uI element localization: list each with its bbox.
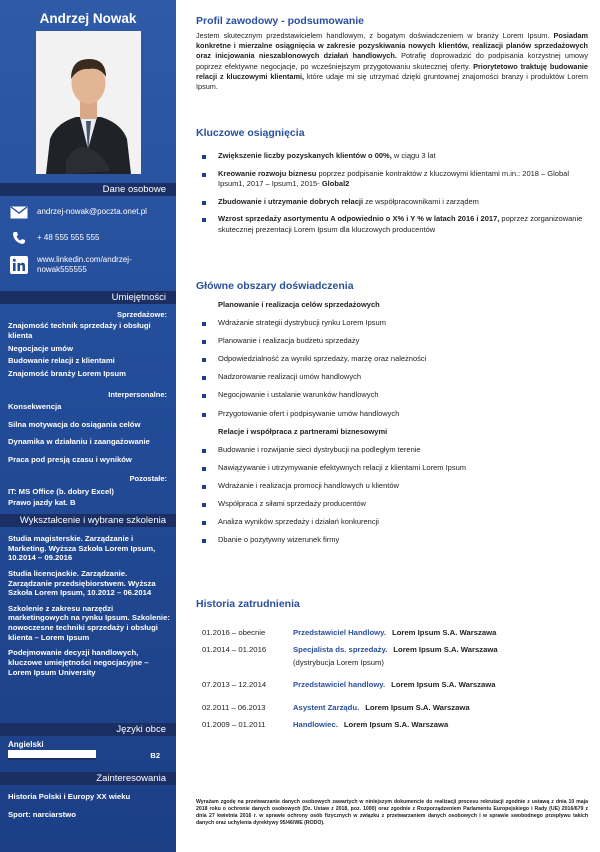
summary-part: które udaje mi się utrzymać dzięki gruntownej znajomości branży i produktów Lorem Ipsum. [196,71,588,92]
skill-item: Negocjacje umów [8,343,73,353]
contact-email [9,203,152,221]
gdpr-consent: Wyrażam zgodę na przetwarzanie danych osobowych zawartych w niniejszym dokumencie do realizacji procesu rekrutacji zgodnie z ustawą z dnia 10 maja 2018 roku o ochronie danych osobowych (Dz. Ustaw z 2018, poz. 1000) oraz zgodnie z Rozporządzeniem Parlamentu Europejskiego i Rady (UE) 2016/679 z dnia 27 kwietnia 2016 r. w sprawie ochrony osób fizycznych w związku z przetwarzaniem danych osobowych i w sprawie swobodnego przepływu takich danych oraz uchylenia dyrektywy 95/46/WE (RODO). [196,799,588,827]
summary-part: Potrafię doprowadzić do podpisania korzystnej umowy poprzez efektywne negocjacje, po wcześniejszym przygotowaniu skutecznej oferty. [196,51,588,71]
envelope-icon [9,203,29,221]
skill-item: Budowanie relacji z klientami [8,356,115,366]
phone-icon [9,229,29,247]
history-row: 07.2013 – 12.2014 Przedstawiciel handlowy. Lorem Ipsum S.A. Warszawa [202,680,496,689]
history-note: (dystrybucja Lorem Ipsum) [293,658,384,667]
education-item: Studia magisterskie. Zarządzanie i Marketing. Wyższa Szkoła Lorem Ipsum, 10.2014 – 09.2016 [8,534,156,563]
achievement-item: Zbudowanie i utrzymanie dobrych relacji ze współpracownikami i zarządem [202,197,588,208]
area-item: Dbanie o pozytywny wizerunek firmy [202,535,588,546]
skill-item: Dynamika w działaniu i zaangażowanie [8,437,150,447]
area-item: Współpraca z siłami sprzedaży producentów [202,499,588,510]
summary-part-bold: Priorytetowo traktuję budowanie relacji z kluczowymi klientami, [196,61,588,81]
area-item: Analiza wyników sprzedaży i działań konkurencji [202,517,588,528]
achievement-item: Wzrost sprzedaży asortymentu A odpowiednio o X% i Y % w latach 2016 i 2017, poprzez zorganizowanie skutecznej prezentacji Lorem Ipsum dla kluczowych producentów [202,214,588,235]
skill-item: Znajomość technik sprzedaży i obsługi klienta [8,321,151,340]
contact-phone [9,229,152,247]
education-item: Szkolenie z zakresu narzędzi marketingowych na rynku Ipsum. Szkolenie: nowoczesne techniki sprzedaży i obsługi klienta – Lorem Ipsum [8,603,170,642]
history-row: 01.2016 – obecnie Przedstawiciel Handlowy. Lorem Ipsum S.A. Warszawa [202,628,497,637]
interpersonal-label: Interpersonalne: [108,389,167,399]
history-title: Historia zatrudnienia [196,598,300,610]
language-level-bar [8,750,96,760]
areas-list [202,300,588,553]
summary-part: Jestem skutecznym przedstawicielem handlowym, z bogatym doświadczeniem w branży Lorem Ipsum. [196,31,554,40]
areas-title: Główne obszary doświadczenia [196,280,354,292]
interests-header: Zainteresowania [0,772,176,785]
areas-group-heading: Relacje i współpraca z partnerami biznesowymi [218,426,388,436]
language-name: Angielski [8,740,44,749]
skill-item: Prawo jazdy kat. B [8,498,76,508]
linkedin-icon [9,256,29,274]
summary-title: Profil zawodowy - podsumowanie [196,15,365,27]
achievements-title: Kluczowe osiągnięcia [196,127,305,139]
area-item: Budowanie i rozwijanie sieci dystrybucji na podległym terenie [202,445,588,456]
area-item: Przygotowanie ofert i podpisywanie umów handlowych [202,409,588,420]
history-row: 01.2009 – 01.2011 Handlowiec. Lorem Ipsum S.A. Warszawa [202,720,449,729]
linkedin-text: www.linkedin.com/andrzej-nowak555555 [37,255,132,274]
area-item: Nadzorowanie realizacji umów handlowych [202,372,588,383]
area-item: Odpowiedzialność za wyniki sprzedaży, marżę oraz należności [202,354,588,365]
contact-linkedin [9,255,152,275]
interests-section [8,792,172,827]
education-item: Studia licencjackie. Zarządzanie. Zarządzanie przedsiębiorstwem. Wyższa Szkoła Lorem Ipsum, 10.2012 – 06.2014 [8,568,156,598]
candidate-name: Andrzej Nowak [39,11,137,26]
education-section [8,534,172,683]
profile-photo [36,31,141,174]
skill-item: Praca pod presją czasu i wyników [8,454,132,464]
other-label: Pozostałe: [129,474,167,484]
skill-item: Konsekwencja [8,401,62,411]
achievement-item: Zwiększenie liczby pozyskanych klientów o 00%, w ciągu 3 lat [202,151,588,162]
history-list [202,628,588,737]
language-level: B2 [150,751,160,760]
summary-part-bold: Posiadam konkretne i mierzalne osiągnięcia w zakresie pozyskiwania nowych klientów, realizacji planów sprzedażowych oraz inicjowania nieszablonowych działań handlowych. [196,31,588,61]
area-item: Negocjowanie i ustalanie warunków handlowych [202,390,588,401]
summary-text [196,31,588,92]
education-header: Wykształcenie i wybrane szkolenia [0,514,176,527]
education-item: Podejmowanie decyzji handlowych, kluczowe umiejętności negocjacyjne – Lorem Ipsum University [8,648,149,677]
language-row [8,740,172,762]
history-row: 01.2014 – 01.2016 Specjalista ds. sprzedaży. Lorem Ipsum S.A. Warszawa [202,645,498,654]
interest-item: Sport: narciarstwo [8,809,76,819]
skills-header: Umiejętności [0,291,176,304]
email-text: andrzej-nowak@poczta.onet.pl [37,207,147,216]
languages-header: Języki obce [0,723,176,736]
history-row: 02.2011 – 06.2013 Asystent Zarządu. Lorem Ipsum S.A. Warszawa [202,703,470,712]
area-item: Wdrażanie i realizacja promocji handlowych u klientów [202,481,588,492]
area-item: Planowanie i realizacja budżetu sprzedaży [202,336,588,347]
areas-group-heading: Planowanie i realizacja celów sprzedażowych [218,300,380,309]
skill-item: Silna motywacja do osiągania celów [8,419,141,429]
phone-text: + 48 555 555 555 [37,233,100,242]
sales-label: Sprzedażowe: [116,310,167,319]
achievements-list [202,151,588,242]
area-item: Wdrażanie strategii dystrybucji rynku Lorem Ipsum [202,318,588,329]
skills-section [8,310,172,508]
skill-item: IT: MS Office (b. dobry Excel) [8,486,114,496]
area-item: Nawiązywanie i utrzymywanie efektywnych relacji z klientami Lorem Ipsum [202,463,588,474]
personal-data-header: Dane osobowe [0,183,176,196]
sidebar [0,0,176,852]
interest-item: Historia Polski i Europy XX wieku [8,792,131,801]
skill-item: Znajomość branży Lorem Ipsum [8,368,126,378]
achievement-item: Kreowanie rozwoju biznesu poprzez podpisanie kontraktów z kluczowymi klientami m.in.: 2018 – Global Ipsum1, 2017 – Ipsum1, 2015- Global2 [202,169,588,190]
